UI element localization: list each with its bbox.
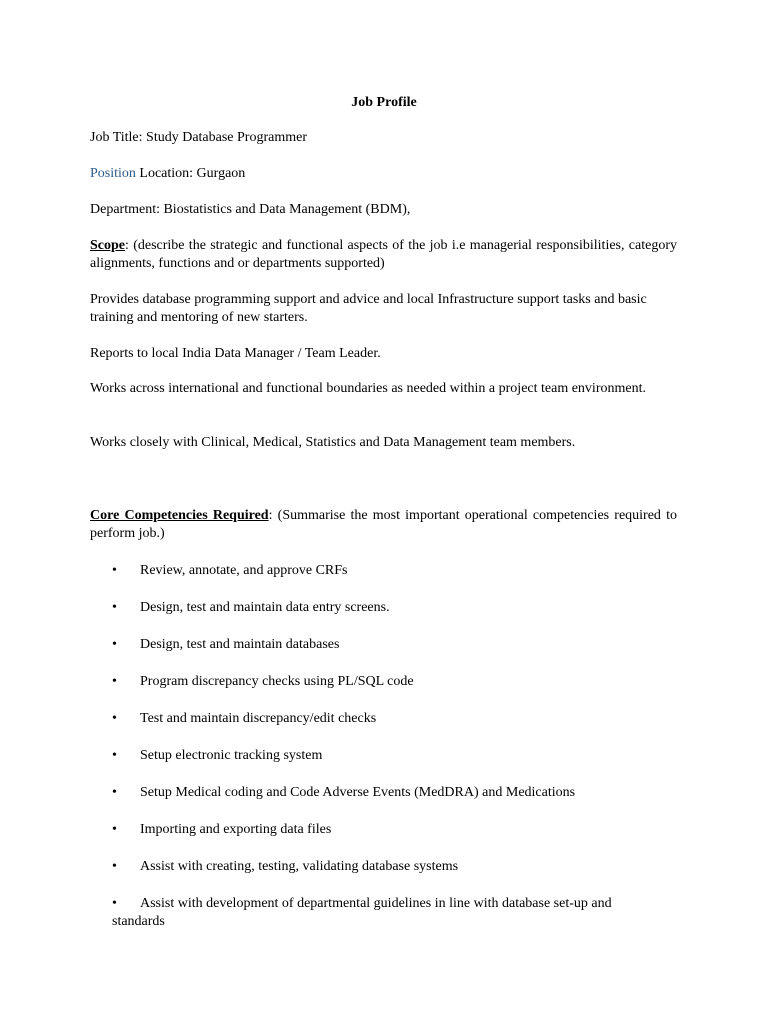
bullet-glyph: •: [112, 674, 117, 689]
core-competencies-label: Core Competencies Required: [90, 508, 269, 523]
bullet-glyph: •: [112, 896, 117, 911]
scope-text: : (describe the strategic and functional aspects of the job i.e managerial responsibilities, category alignments, functions and or departments supported): [90, 238, 677, 271]
scope-label: Scope: [90, 238, 125, 253]
list-item-text: Design, test and maintain databases: [140, 637, 340, 652]
bullet-glyph: •: [112, 822, 117, 837]
bullet-glyph: •: [112, 859, 117, 874]
core-competencies-text: : (Summarise the most important operational competencies required to perform job.): [90, 508, 677, 541]
list-item-text: Assist with development of departmental guidelines in line with database set-up and: [140, 896, 612, 911]
list-item-text: Review, annotate, and approve CRFs: [140, 563, 348, 578]
list-item: [112, 562, 682, 580]
bullet-glyph: •: [112, 637, 117, 652]
bullet-glyph: •: [112, 563, 117, 578]
list-item-text: Program discrepancy checks using PL/SQL code: [140, 674, 414, 689]
list-item-continuation: standards: [112, 914, 165, 929]
list-item: [112, 747, 682, 765]
document-title: Job Profile: [351, 95, 417, 110]
list-item: [112, 710, 682, 728]
list-item-text: Importing and exporting data files: [140, 822, 332, 837]
location-line: [90, 165, 677, 183]
list-item-text: Setup electronic tracking system: [140, 748, 323, 763]
position-word: Position: [90, 166, 136, 181]
bullet-glyph: •: [112, 600, 117, 615]
list-item-text: Setup Medical coding and Code Adverse Events (MedDRA) and Medications: [140, 785, 576, 800]
list-item: [112, 821, 682, 839]
list-item: [112, 895, 682, 913]
list-item: [112, 858, 682, 876]
works-across-paragraph: Works across international and functional boundaries as needed within a project team environment.: [90, 381, 646, 396]
bullet-glyph: •: [112, 785, 117, 800]
reports-paragraph: Reports to local India Data Manager / Team Leader.: [90, 346, 381, 361]
list-item: [112, 599, 682, 617]
scope-paragraph: [90, 237, 677, 273]
bullet-glyph: •: [112, 748, 117, 763]
department-line: Department: Biostatistics and Data Management (BDM),: [90, 202, 411, 217]
list-item-text: Test and maintain discrepancy/edit checks: [140, 711, 377, 726]
list-item: [112, 673, 682, 691]
support-paragraph: Provides database programming support and advice and local Infrastructure support tasks and basic training and mentoring of new starters.: [90, 292, 647, 325]
core-competencies-paragraph: [90, 507, 677, 543]
bullet-glyph: •: [112, 711, 117, 726]
location-text: Location: Gurgaon: [135, 166, 246, 181]
list-item-text: Design, test and maintain data entry screens.: [140, 600, 390, 615]
list-item-text: Assist with creating, testing, validating database systems: [140, 859, 459, 874]
list-item: [112, 636, 682, 654]
job-title-line: Job Title: Study Database Programmer: [90, 130, 307, 145]
works-closely-paragraph: Works closely with Clinical, Medical, Statistics and Data Management team members.: [90, 435, 576, 450]
list-item: [112, 784, 682, 802]
